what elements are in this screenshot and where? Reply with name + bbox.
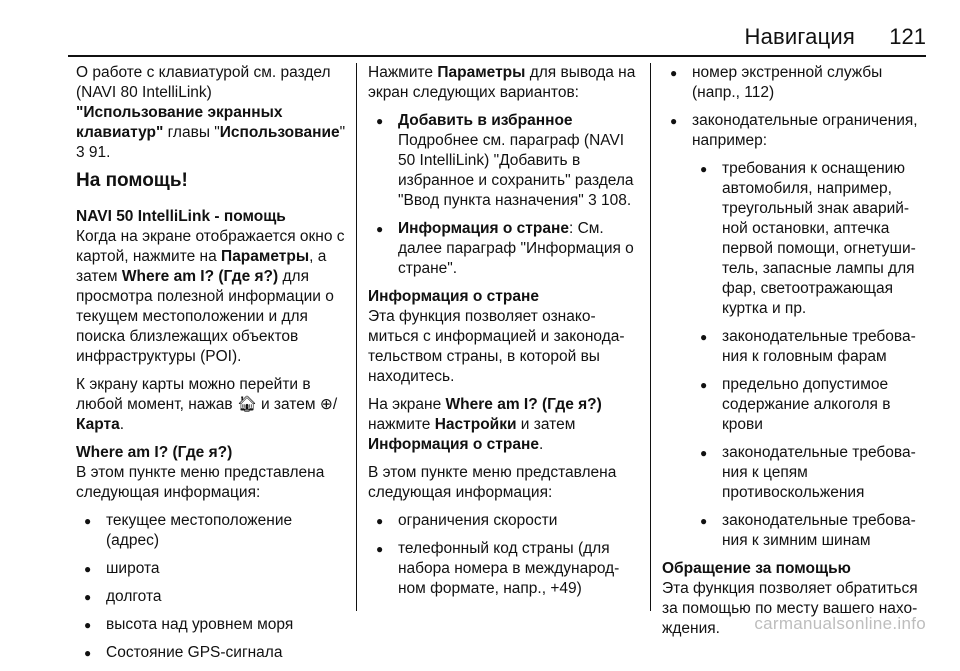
list-item: ● ограничения скорости [368, 511, 638, 531]
header-rule [68, 55, 926, 57]
column-divider-2 [650, 63, 651, 611]
contact-heading: Обращение за помощью [662, 560, 851, 577]
list-item: ● телефонный код страны (для набора номера в международном формате, напр., +49) [368, 539, 638, 599]
help-heading: На помощь! [76, 170, 188, 191]
options-term: Параметры [221, 248, 310, 265]
page-number: 121 [889, 24, 926, 49]
list-item: ● требования к оснащению автомобиля, например, треугольный знак аварийной остановки, аптечка первой помощи, огнетушитель, запасные лампы для фар, светоотражающая куртка и пр. [692, 159, 928, 319]
options-text-2: для вывода на экран следующих вариантов: [368, 64, 636, 101]
list-item: ● высота над уровнем моря [76, 615, 346, 635]
column-1 [76, 63, 346, 671]
map-text-2: и затем [256, 396, 320, 413]
column-3 [662, 63, 928, 647]
watermark: carmanualsonline.info [754, 614, 926, 633]
country-info-heading: Информация о стране [368, 288, 539, 305]
list-item: ● текущее местоположение (адрес) [76, 511, 346, 551]
options-text-1: Нажмите [368, 64, 438, 81]
keyboard-intro [76, 63, 346, 163]
legal-restrictions-list [692, 159, 928, 551]
country-steps-paragraph [368, 395, 638, 455]
country-info-term: Информация о стране [368, 436, 539, 453]
country-info-text: : См. далее параграф "Информация о стране". [398, 220, 634, 277]
list-item: ● предельно допустимое содержание алкоголя в крови [692, 375, 928, 435]
list-item: ● законодательные требования к головным фарам [692, 327, 928, 367]
intro-chapter: Использование [219, 124, 340, 141]
location-info-list [76, 511, 346, 663]
legal-restrictions-text: законодательные ограничения, например: [692, 112, 918, 149]
country-list-intro: В этом пункте меню представлена следующая информация: [368, 464, 617, 501]
where-am-i-term: Where am I? (Где я?) [445, 396, 602, 413]
column-2 [368, 63, 638, 607]
options-term: Параметры [437, 64, 526, 81]
list-item [662, 111, 928, 551]
list-item: ● широта [76, 559, 346, 579]
help-text-2: , а затем [76, 248, 327, 285]
help-paragraph [76, 227, 346, 367]
add-favorite-title: Добавить в избранное [398, 112, 573, 129]
country-info-paragraph: Эта функция позволяет ознакомиться с информацией и законодательством страны, в которой вы находитесь. [368, 308, 625, 385]
list-item [368, 111, 638, 211]
info-intro: В этом пункте меню представлена следующая информация: [76, 464, 325, 501]
map-term: Карта [76, 416, 120, 433]
steps-text-end: . [538, 436, 544, 453]
steps-text-2: нажмите [368, 416, 435, 433]
help-text-3: для просмотра полезной информации о текущем местоположении и для поиска близлежащих объектов инфраструктуры (POI). [76, 268, 334, 365]
list-item: ● долгота [76, 587, 346, 607]
add-favorite-text: Подробнее см. параграф (NAVI 50 IntelliLink) "Добавить в избранное и сохранить" раздела "Ввод пункта назначения" [398, 132, 634, 209]
page-header [0, 0, 960, 55]
map-text-end: . [119, 416, 125, 433]
where-am-i-heading: Where am I? (Где я?) [76, 444, 233, 461]
country-info-list [368, 511, 638, 599]
list-item: ● номер экстренной службы (напр., 112) [662, 63, 928, 103]
intro-page-ref: 3 91. [76, 144, 111, 161]
list-item: ● законодательные требования к зимним шинам [692, 511, 928, 551]
list-item: ● законодательные требования к цепям противоскольжения [692, 443, 928, 503]
intro-text-2: главы " [163, 124, 220, 141]
add-favorite-ref: 3 108. [588, 192, 632, 209]
options-list [368, 111, 638, 279]
options-paragraph [368, 63, 638, 103]
map-paragraph [76, 375, 346, 435]
help-text-1: Когда на экране отображается окно с картой, нажмите на [76, 228, 345, 265]
country-info-title: Информация о стране [398, 220, 569, 237]
page-title: Навигация [744, 24, 855, 49]
map-text-1: К экрану карты можно перейти в любой момент, нажав [76, 376, 311, 413]
settings-term: Настройки [434, 416, 517, 433]
column-divider-1 [356, 63, 357, 611]
list-item [368, 219, 638, 279]
map-slash: / [332, 396, 338, 413]
country-info-list-cont [662, 63, 928, 551]
steps-text-1: На экране [368, 396, 446, 413]
intro-link-title: "Использование экранных клавиатур" [76, 104, 283, 141]
contact-paragraph: Эта функция позволяет обратиться за помощью по месту вашего нахождения. [662, 580, 918, 637]
intro-text-3: " [339, 124, 346, 141]
steps-text-3: и затем [516, 416, 576, 433]
list-item: ● Состояние GPS-сигнала [76, 643, 346, 663]
where-am-i-term: Where am I? (Где я?) [121, 268, 279, 285]
map-icon: ⊕ [319, 396, 333, 413]
intro-text: О работе с клавиатурой см. раздел (NAVI 80 IntelliLink) [76, 64, 331, 101]
navi50-heading: NAVI 50 IntelliLink - помощь [76, 208, 286, 225]
home-icon: 🏠︎ [236, 396, 257, 413]
